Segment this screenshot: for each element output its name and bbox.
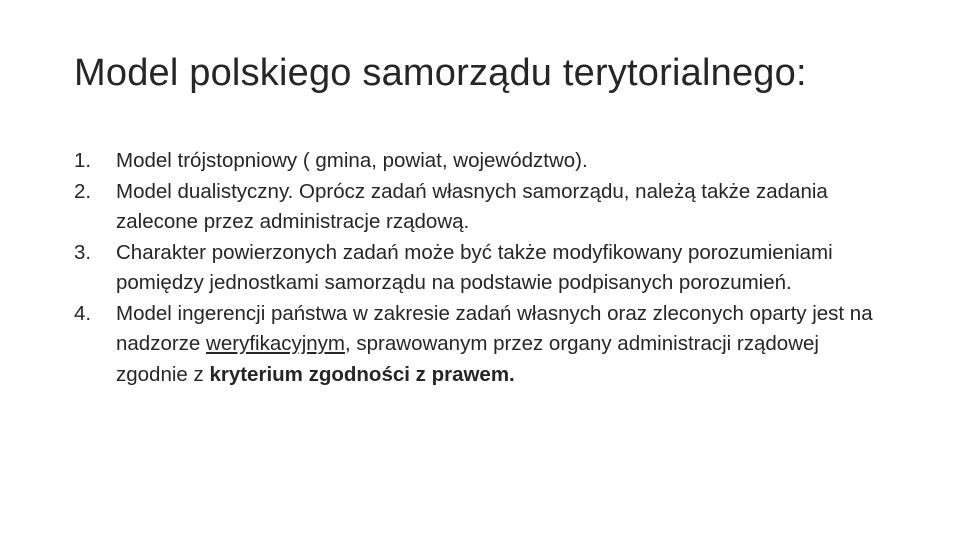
list-item — [74, 238, 894, 299]
list-item-text — [116, 299, 894, 391]
list-item — [74, 177, 894, 238]
list-item-text: Model trójstopniowy ( gmina, powiat, województwo). — [116, 149, 588, 172]
list-item-text-part: , sprawowanym przez organy administracji rządowej zgodnie z — [116, 332, 819, 386]
slide-title: Model polskiego samorządu terytorialnego: — [74, 52, 807, 94]
list-item-number: 1. — [74, 149, 92, 172]
list-item-number: 3. — [74, 240, 92, 264]
underlined-term: weryfikacyjnym — [206, 332, 345, 355]
list-item-text: Charakter powierzonych zadań może być także modyfikowany porozumieniami pomiędzy jednostkami samorządu na podstawie podpisanych porozumień. — [116, 240, 833, 294]
list-item-number: 4. — [74, 301, 92, 325]
list-item-text: Model dualistyczny. Oprócz zadań własnych samorządu, należą także zadania zalecone przez administracje rządową. — [116, 179, 828, 233]
bold-term: kryterium zgodności z prawem. — [209, 362, 515, 386]
list-item — [74, 146, 894, 177]
list-item — [74, 299, 894, 391]
list-item-number: 2. — [74, 179, 92, 203]
list-item-text-part: Model ingerencji państwa w zakresie zadań własnych oraz zleconych oparty jest na nadzorze — [116, 301, 873, 355]
numbered-list — [74, 146, 894, 390]
